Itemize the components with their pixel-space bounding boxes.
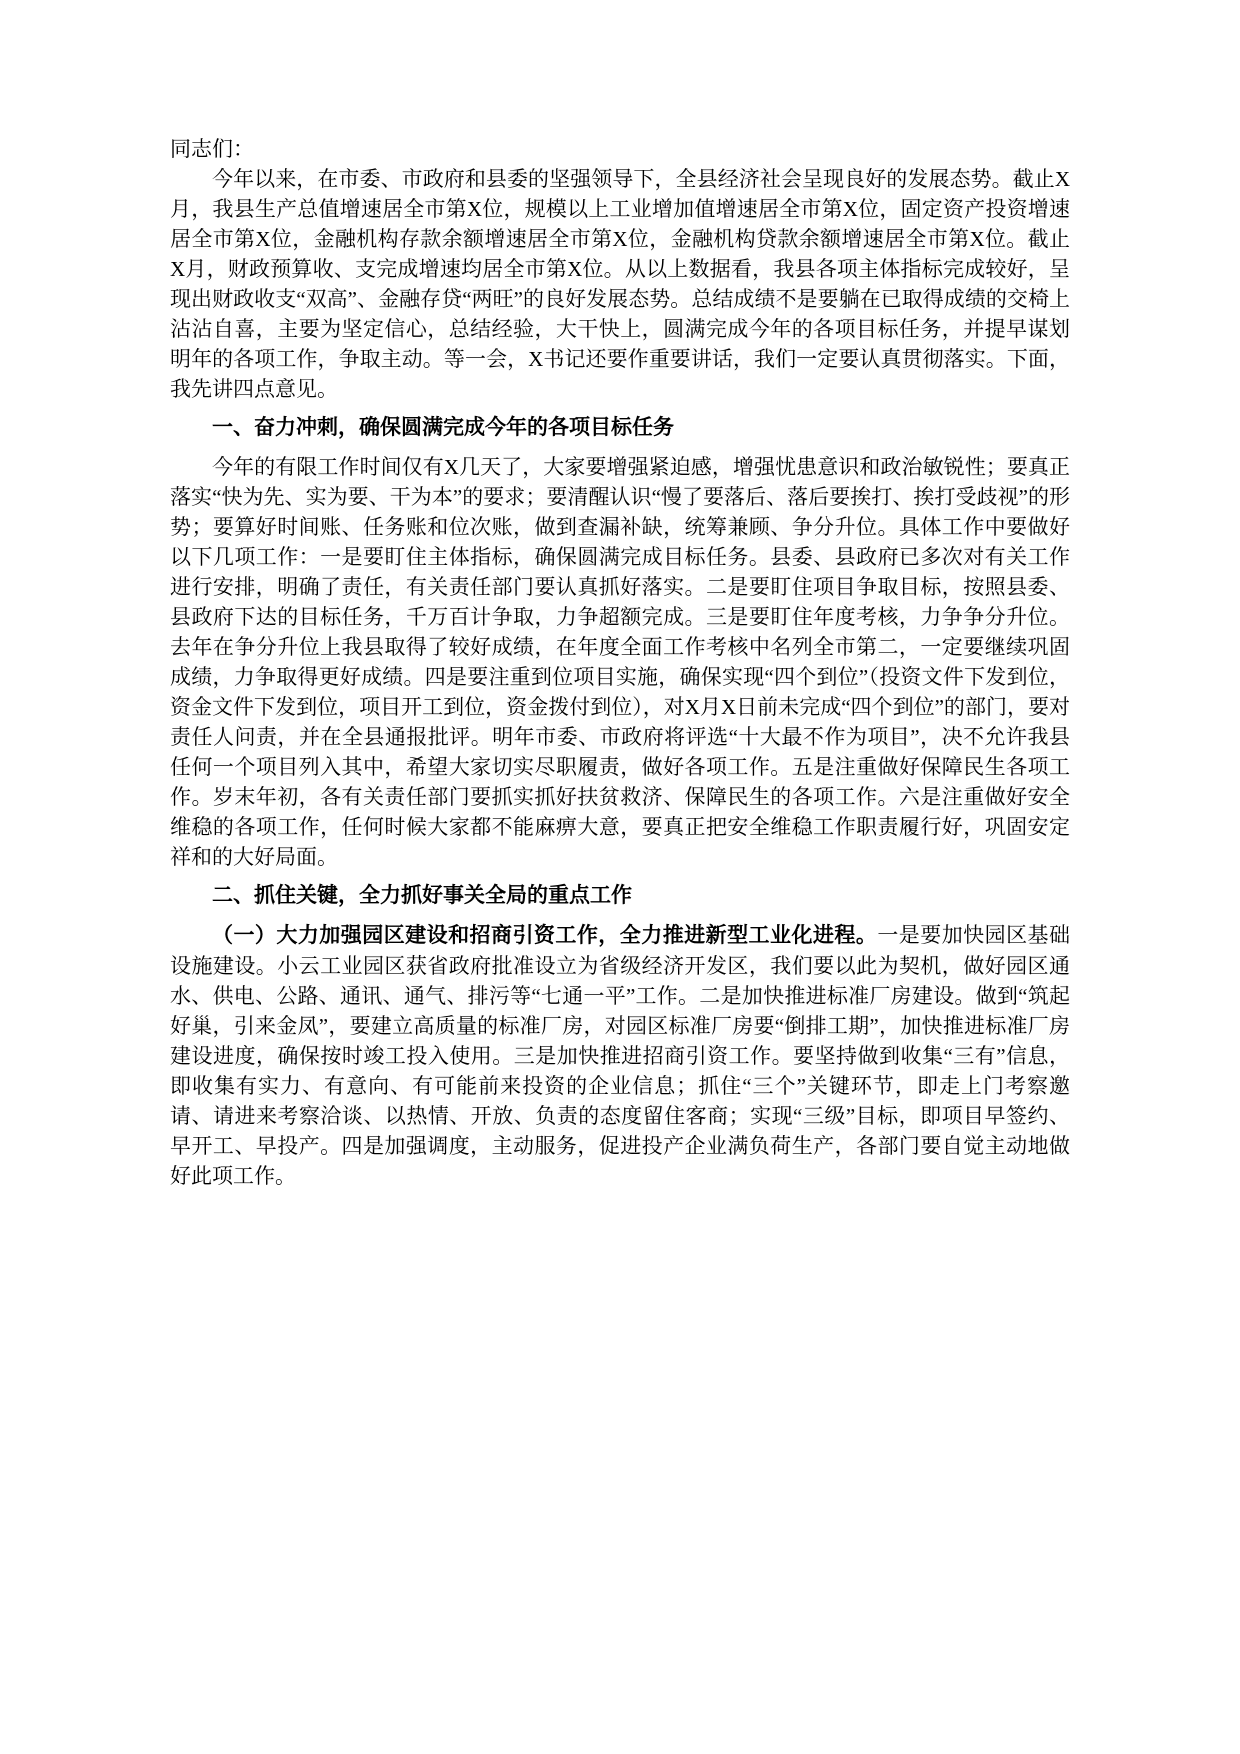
subsection-1-body: 一是要加快园区基础设施建设。小云工业园区获省政府批准设立为省级经济开发区，我们要以此为契机，做好园区通水、供电、公路、通讯、通气、排污等“七通一平”工作。二是加快推进标准厂房建设。做到“筑起好巢，引来金凤”，要建立高质量的标准厂房，对园区标准厂房要“倒排工期”，加快推进标准厂房建设进度，确保按时竣工投入使用。三是加快推进招商引资工作。要坚持做到收集“三有”信息，即收集有实力、有意向、有可能前来投资的企业信息；抓住“三个”关键环节，即走上门考察邀请、请进来考察洽谈、以热情、开放、负责的态度留住客商；实现“三级”目标，即项目早签约、早开工、早投产。四是加强调度，主动服务，促进投产企业满负荷生产，各部门要自觉主动地做好此项工作。	[170, 923, 1071, 1188]
salutation: 同志们：	[170, 137, 254, 161]
section-1-body: 今年的有限工作时间仅有X几天了，大家要增强紧迫感，增强忧患意识和政治敏锐性；要真正落实“快为先、实为要、干为本”的要求；要清醒认识“慢了要落后、落后要挨打、挨打受歧视”的形势；要算好时间账、任务账和位次账，做到查漏补缺，统筹兼顾、争分升位。具体工作中要做好以下几项工作：一是要盯住主体指标，确保圆满完成目标任务。县委、县政府已多次对有关工作进行安排，明确了责任，有关责任部门要认真抓好落实。二是要盯住项目争取目标，按照县委、县政府下达的目标任务，千万百计争取，力争超额完成。三是要盯住年度考核，力争争分升位。去年在争分升位上我县取得了较好成绩，在年度全面工作考核中名列全市第二，一定要继续巩固成绩，力争取得更好成绩。四是要注重到位项目实施，确保实现“四个到位”（投资文件下发到位，资金文件下发到位，项目开工到位，资金拨付到位），对X月X日前未完成“四个到位”的部门，要对责任人问责，并在全县通报批评。明年市委、市政府将评选“十大最不作为项目”，决不允许我县任何一个项目列入其中，希望大家切实尽职履责，做好各项工作。五是注重做好保障民生各项工作。岁末年初，各有关责任部门要抓实抓好扶贫救济、保障民生的各项工作。六是注重做好安全维稳的各项工作，任何时候大家都不能麻痹大意，要真正把安全维稳工作职责履行好，巩固安定祥和的大好局面。	[170, 455, 1070, 869]
subsection-1-lead: （一）大力加强园区建设和招商引资工作，全力推进新型工业化进程。	[212, 924, 878, 947]
section-2-subsection-1	[170, 920, 1070, 1191]
section-2-heading: 二、抓住关键，全力抓好事关全局的重点工作	[212, 884, 632, 907]
document-content	[170, 134, 1070, 1191]
intro-paragraph: 今年以来，在市委、市政府和县委的坚强领导下，全县经济社会呈现良好的发展态势。截止X月，我县生产总值增速居全市第X位，规模以上工业增加值增速居全市第X位，固定资产投资增速居全市第X位，金融机构存款余额增速居全市第X位，金融机构贷款余额增速居全市第X位。截止X月，财政预算收、支完成增速均居全市第X位。从以上数据看，我县各项主体指标完成较好，呈现出财政收支“双高”、金融存贷“两旺”的良好发展态势。总结成绩不是要躺在已取得成绩的交椅上沾沾自喜，主要为坚定信心，总结经验，大干快上，圆满完成今年的各项目标任务，并提早谋划明年的各项工作，争取主动。等一会，X书记还要作重要讲话，我们一定要认真贯彻落实。下面，我先讲四点意见。	[170, 167, 1070, 401]
section-1-heading: 一、奋力冲刺，确保圆满完成今年的各项目标任务	[212, 416, 674, 439]
